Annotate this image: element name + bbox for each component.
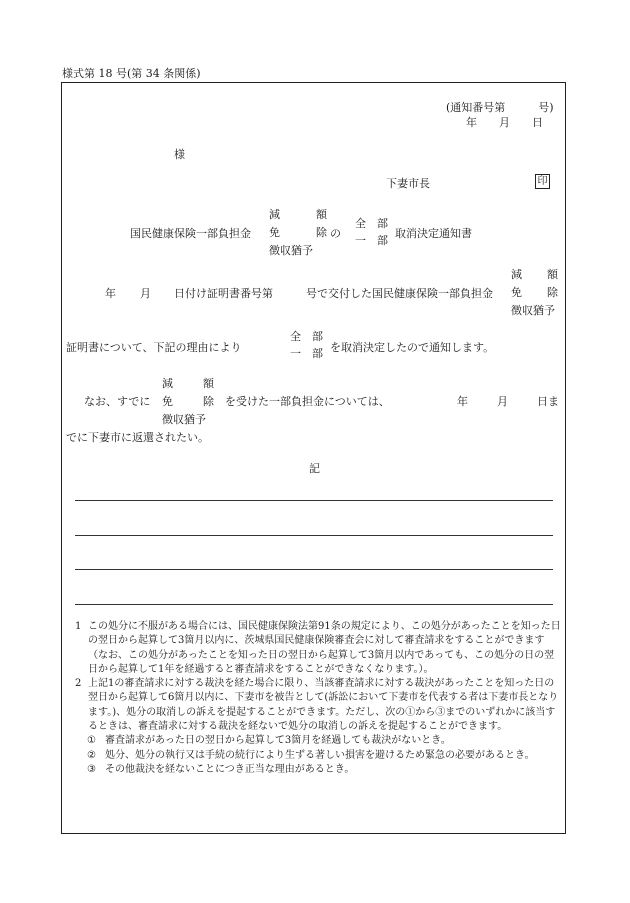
reason-line xyxy=(75,535,553,536)
line3-year: 年 xyxy=(457,395,468,408)
note-2-sub-2: ② 処分、処分の執行又は手続の続行により生ずる著しい損害を避けるため緊急の必要があるとき。 xyxy=(87,749,535,761)
title-suffix: 取消決定通知書 xyxy=(395,227,472,240)
notice-number: (通知番号第 号) xyxy=(446,101,554,114)
line1-text: 日付け証明書番号第 号で交付した国民健康保険一部負担金 xyxy=(174,287,493,300)
recipient-suffix: 様 xyxy=(174,148,185,161)
note-2: 2 上記1の審査請求に対する裁決を経た場合に限り、当該審査請求に対する裁決があったことを知った日の翌日から起算して6箇月以内に、下妻市を被告として(訴訟において下妻市を代表する者は下妻市長となります。)、処分の取消しの訴えを提起することができます。ただし、次の①から③までのいずれかに該当するときは、審査請求に対する裁決を経ないで処分の取消しの訴えを提起することができます。 xyxy=(75,678,559,733)
note-2-sub-1: ① 審査請求があった日の翌日から起算して3箇月を経過しても裁決がないとき。 xyxy=(87,735,451,747)
line4-text: でに下妻市に返還されたい。 xyxy=(66,431,209,444)
issue-date: 年 月 日 xyxy=(466,116,543,129)
note-1: 1 この処分に不服がある場合には、国民健康保険法第91条の規定により、この処分があったことを知った日の翌日から起算して3箇月以内に、茨城県国民健康保険審査会に対して審査請求をすることができます（なお、この処分があったことを知った日の翌日から起算して3箇月以内であっても、この処分の日の翌日から起算して1年を経過すると審査請求をすることができなくなります。）。 xyxy=(75,621,561,675)
line2-scope: 全 部 一 部 xyxy=(290,330,323,360)
reason-line xyxy=(75,569,553,570)
line1-year: 年 xyxy=(105,287,116,300)
ki-heading: 記 xyxy=(309,462,320,475)
title-prefix: 国民健康保険一部負担金 xyxy=(130,227,251,240)
line3-day: 日ま xyxy=(537,395,559,408)
note-2-sub-3: ③ その他裁決を経ないことにつき正当な理由があるとき。 xyxy=(87,763,355,775)
line1-options: 減 額 免 除 徴収猶予 xyxy=(511,268,558,317)
line1-month: 月 xyxy=(140,287,151,300)
line2-prefix: 証明書について、下記の理由により xyxy=(66,341,242,354)
line3-middle: を受けた一部負担金については、 xyxy=(225,395,390,408)
reason-line xyxy=(75,500,553,501)
reason-line xyxy=(75,604,553,605)
line2-suffix: を取消決定したので通知します。 xyxy=(330,341,495,354)
form-number-label: 様式第 18 号(第 34 条関係) xyxy=(62,67,201,80)
title-particle: の xyxy=(330,227,341,240)
appeal-notes xyxy=(75,620,563,777)
issuer-name: 下妻市長 xyxy=(386,177,430,190)
line3-options: 減 額 免 除 徴収猶予 xyxy=(162,377,214,426)
line3-prefix: なお、すでに xyxy=(84,395,151,408)
seal-mark: 印 xyxy=(535,174,550,189)
title-scope: 全 部 一 部 xyxy=(355,217,388,247)
line3-month: 月 xyxy=(497,395,508,408)
title-options: 減 額 免 除 徴収猶予 xyxy=(269,208,327,257)
